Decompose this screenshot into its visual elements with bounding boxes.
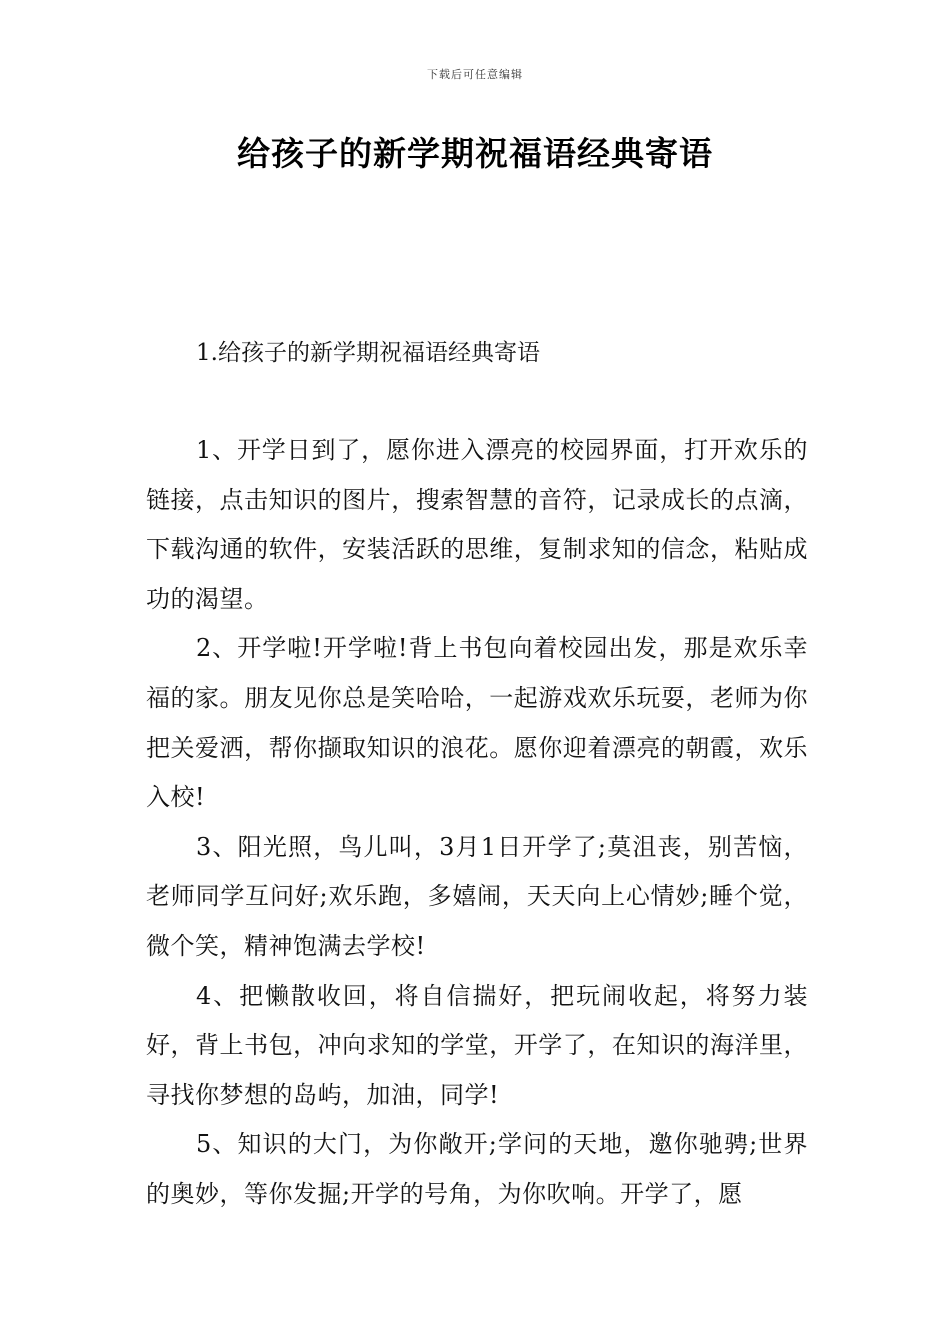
document-title: 给孩子的新学期祝福语经典寄语: [237, 134, 713, 173]
section-heading: 1.给孩子的新学期祝福语经典寄语: [196, 340, 540, 366]
document-body: [146, 426, 808, 1220]
paragraph: 3、阳光照，鸟儿叫，3月1日开学了;莫沮丧，别苦恼，老师同学互问好;欢乐跑，多嬉闹，天天向上心情妙;睡个觉，微个笑，精神饱满去学校!: [146, 832, 808, 960]
paragraph: 1、开学日到了，愿你进入漂亮的校园界面，打开欢乐的链接，点击知识的图片，搜索智慧的音符，记录成长的点滴，下载沟通的软件，安装活跃的思维，复制求知的信念，粘贴成功的渴望。: [146, 436, 808, 613]
header-note: 下载后可任意编辑: [427, 68, 523, 81]
paragraph: 4、把懒散收回，将自信揣好，把玩闹收起，将努力装好，背上书包，冲向求知的学堂，开学了，在知识的海洋里，寻找你梦想的岛屿，加油，同学!: [146, 981, 808, 1109]
paragraph: 5、知识的大门，为你敞开;学问的天地，邀你驰骋;世界的奥妙，等你发掘;开学的号角，为你吹响。开学了，愿: [146, 1130, 808, 1208]
paragraph: 2、开学啦!开学啦!背上书包向着校园出发，那是欢乐幸福的家。朋友见你总是笑哈哈，一起游戏欢乐玩耍，老师为你把关爱洒，帮你撷取知识的浪花。愿你迎着漂亮的朝霞，欢乐入校!: [146, 634, 808, 812]
